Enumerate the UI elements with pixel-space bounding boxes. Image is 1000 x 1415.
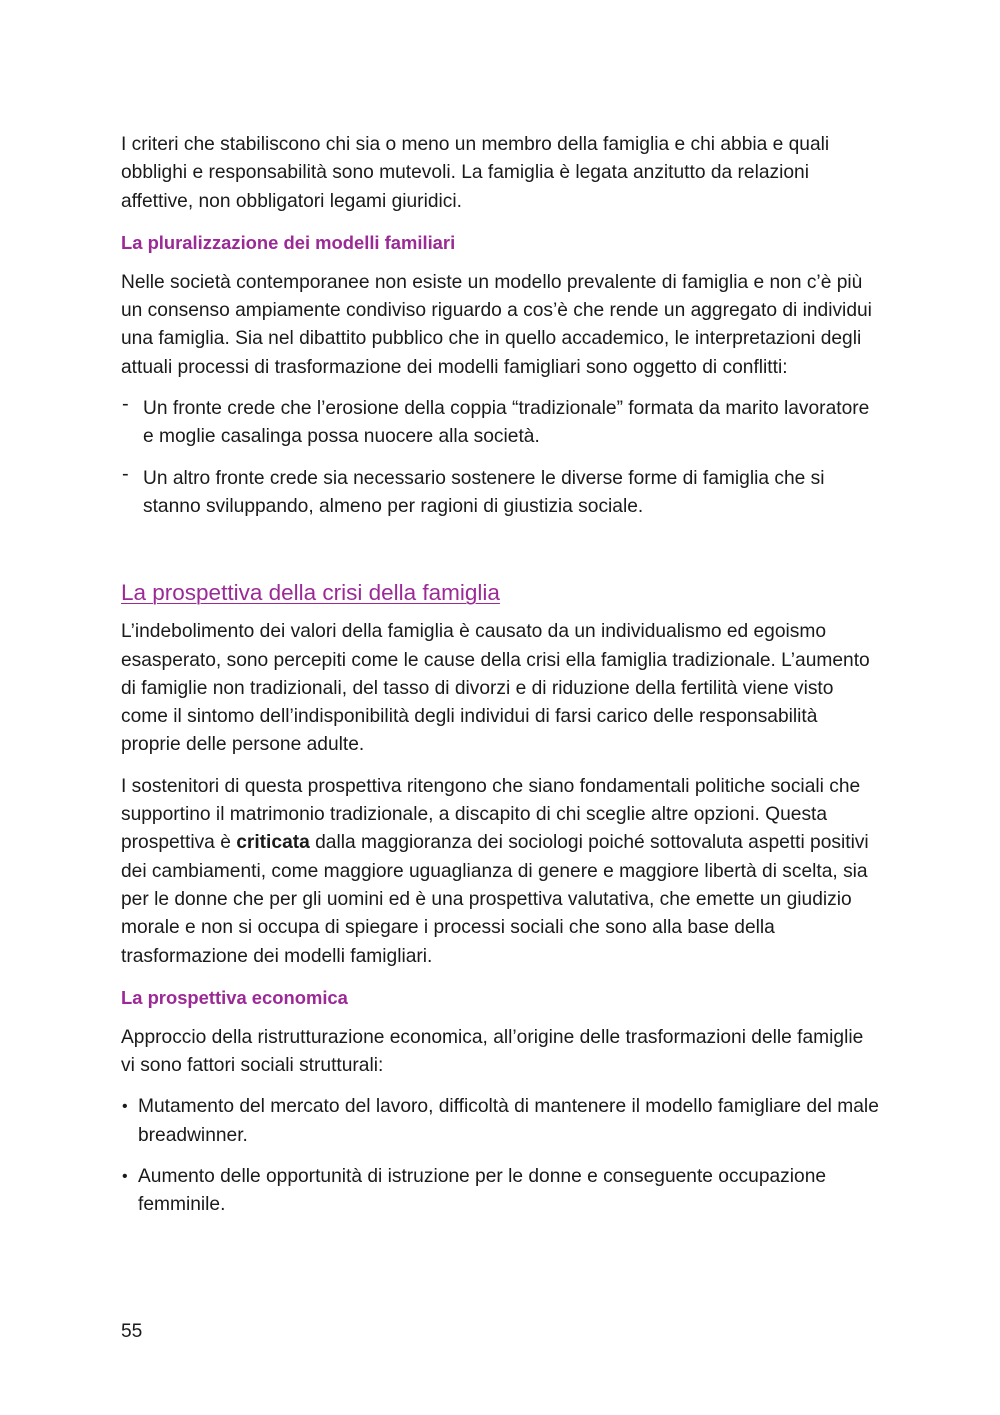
list-item <box>121 395 881 452</box>
economic-paragraph: Approccio della ristrutturazione economica, all’origine delle trasformazioni delle famiglie vi sono fattori sociali strutturali: <box>121 1026 864 1077</box>
list-item-text: Aumento delle opportunità di istruzione per le donne e conseguente occupazione femminile. <box>138 1166 827 1216</box>
crisis-paragraph-2 <box>121 773 881 971</box>
pluralization-list <box>121 395 881 521</box>
economic-list <box>121 1093 881 1219</box>
pluralization-heading: La pluralizzazione dei modelli familiari <box>121 231 456 253</box>
dot-bullet: • <box>122 1168 128 1186</box>
list-item-text: Un fronte crede che l’erosione della coppia “tradizionale” formata da marito lavoratore e moglie casalinga possa nuocere alla società. <box>143 398 870 448</box>
crisis-paragraph-2-end: dalla maggioranza dei sociologi poiché sottovaluta aspetti positivi dei cambiamenti, come maggiore uguaglianza di genere e maggiore libertà di scelta, sia per le donne che per gli uomini ed è una prospettiva valutativa, che emette un giudizio morale e non si occupa di spiegare i processi sociali che sono alla base della trasformazione dei modelli famigliari. <box>121 832 869 967</box>
crisis-paragraph-1: L’indebolimento dei valori della famiglia è causato da un individualismo ed egoismo esasperato, sono percepiti come le cause della crisi ella famiglia tradizionale. L’aumento di famiglie non tradizionali, del tasso di divorzi e di riduzione della fertilità viene visto come il sintomo dell’indisponibilità degli individui di farsi carico delle responsabilità proprie delle persone adulte. <box>121 621 870 756</box>
crisis-section-title: La prospettiva della crisi della famiglia <box>121 580 500 606</box>
list-item-text: Un altro fronte crede sia necessario sostenere le diverse forme di famiglia che si stanno sviluppando, almeno per ragioni di giustizia sociale. <box>143 467 825 517</box>
crisis-paragraph-2-start: I sostenitori di questa prospettiva ritengono che siano fondamentali politiche sociali che supportino il matrimonio tradizionale, a discapito di chi sceglie altre opzioni. Questa prospettiva è <box>121 775 861 854</box>
economic-heading: La prospettiva economica <box>121 986 348 1008</box>
list-item-text: Mutamento del mercato del lavoro, difficoltà di mantenere il modello famigliare del male breadwinner. <box>138 1096 879 1146</box>
document-page <box>121 131 881 1233</box>
bold-term: criticata <box>236 832 310 854</box>
dash-bullet: - <box>122 393 129 416</box>
list-item <box>121 1163 881 1220</box>
pluralization-paragraph: Nelle società contemporanee non esiste un modello prevalente di famiglia e non c’è più un consenso ampiamente condiviso riguardo a cos’è che rende un aggregato di individui una famiglia. Sia nel dibattito pubblico che in quello accademico, le interpretazioni degli attuali processi di trasformazione dei modelli famigliari sono oggetto di conflitti: <box>121 271 872 378</box>
intro-paragraph: I criteri che stabiliscono chi sia o meno un membro della famiglia e chi abbia e quali obblighi e responsabilità sono mutevoli. La famiglia è legata anzitutto da relazioni affettive, non obbligatori legami giuridici. <box>121 134 830 212</box>
list-item <box>121 1093 881 1150</box>
dash-bullet: - <box>122 462 129 485</box>
page-number: 55 <box>121 1321 143 1342</box>
section-spacer <box>121 534 881 578</box>
list-item <box>121 462 881 522</box>
dot-bullet: • <box>122 1098 128 1116</box>
